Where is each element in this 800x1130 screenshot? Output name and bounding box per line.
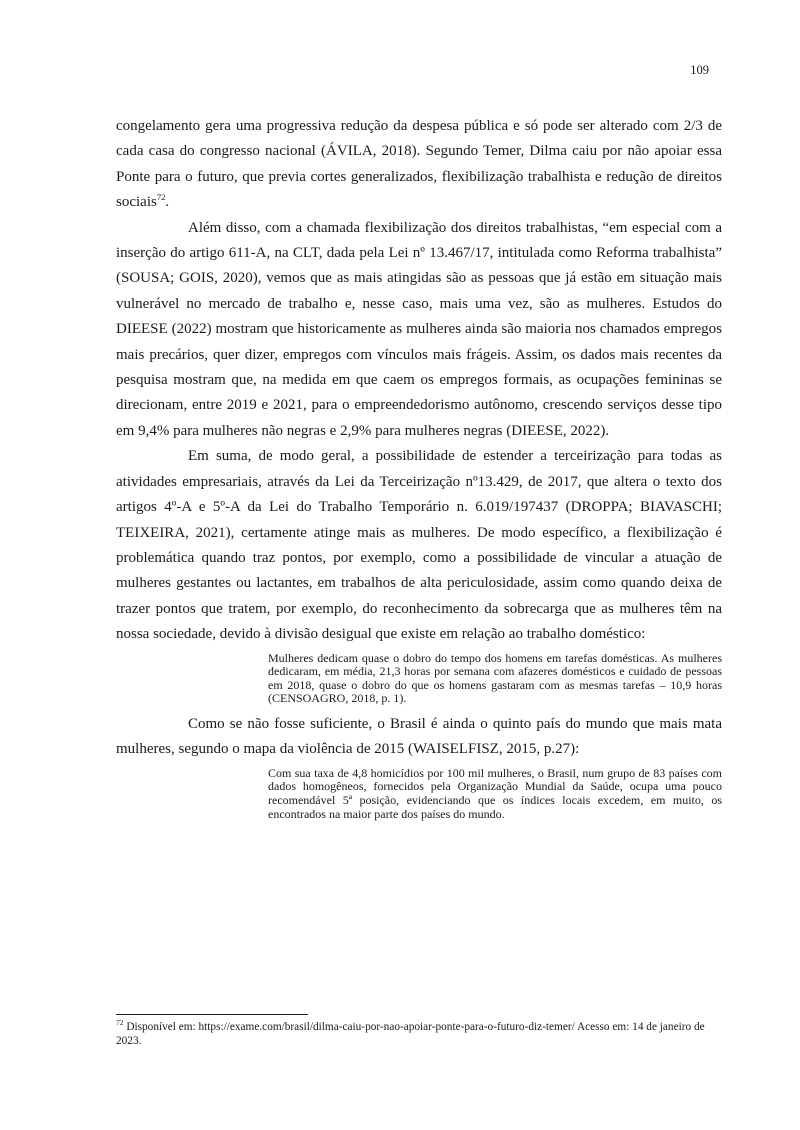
body-text	[116, 114, 722, 827]
footnote	[116, 1018, 722, 1048]
block-quote-1: Mulheres dedicam quase o dobro do tempo dos homens em tarefas domésticas. As mulheres dedicaram, em média, 21,3 horas por semana com afazeres domésticos e cuidado de pessoas em 2018, quase o dobro do que os homens gastaram com as mesmas tarefas – 10,9 horas (CENSOAGRO, 2018, p. 1).	[268, 650, 722, 706]
page-number: 109	[690, 63, 709, 77]
paragraph-2: Além disso, com a chamada flexibilização dos direitos trabalhistas, “em especial com a inserção do artigo 611-A, na CLT, dada pela Lei nº 13.467/17, intitulada como Reforma trabalhista” (SOUSA; GOIS, 2020), vemos que as mais atingidas são as pessoas que já estão em situação mais vulnerável no mercado de trabalho e, nesse caso, mais uma vez, são as mulheres. Estudos do DIEESE (2022) mostram que historicamente as mulheres ainda são maioria nos chamados empregos mais precários, quer dizer, empregos com vínculos mais frágeis. Assim, os dados mais recentes da pesquisa mostram que, na medida em que caem os empregos formais, as ocupações femininas se direcionam, entre 2019 e 2021, para o empreendedorismo autônomo, crescendo serviços desse tipo em 9,4% para mulheres não negras e 2,9% para mulheres negras (DIEESE, 2022).	[116, 219, 722, 439]
paragraph-4: Como se não fosse suficiente, o Brasil é ainda o quinto país do mundo que mais mata mulheres, segundo o mapa da violência de 2015 (WAISELFISZ, 2015, p.27):	[116, 715, 722, 758]
paragraph-1-end: .	[165, 194, 170, 211]
footnote-number: 72	[116, 1018, 124, 1028]
paragraph-1-text: congelamento gera uma progressiva redução da despesa pública e só pode ser alterado com 2/3 de cada casa do congresso nacional (ÁVILA, 2018). Segundo Temer, Dilma caiu por não apoiar essa Ponte para o futuro, que previa cortes generalizados, flexibilização trabalhista e redução de direitos sociais	[116, 118, 722, 211]
block-quote-2: Com sua taxa de 4,8 homicídios por 100 mil mulheres, o Brasil, num grupo de 83 países com dados homogêneos, fornecidos pela Organização Mundial da Saúde, ocupa uma pouco recomendável 5ª posição, evidenciando que os índices locais excedem, em muito, os encontrados na maior parte dos países do mundo.	[268, 765, 722, 821]
footnote-ref-72[interactable]: 72	[156, 192, 166, 203]
footnote-divider	[116, 1014, 308, 1015]
paragraph-3: Em suma, de modo geral, a possibilidade de estender a terceirização para todas as atividades empresariais, através da Lei da Terceirização nº13.429, de 2017, que altera o texto dos artigos 4º-A e 5º-A da Lei do Trabalho Temporário n. 6.019/197437 (DROPPA; BIAVASCHI; TEIXEIRA, 2021), certamente atinge mais as mulheres. De modo específico, a flexibilização é problemática quando traz pontos, por exemplo, como a possibilidade de vincular a atuação de mulheres gestantes ou lactantes, em trabalhos de alta periculosidade, assim como quando deixa de trazer pontos que tratem, por exemplo, do reconhecimento da sobrecarga que as mulheres têm na nossa sociedade, devido à divisão desigual que existe em relação ao trabalho doméstico:	[116, 448, 722, 643]
paragraph-1	[116, 114, 722, 216]
footnote-text: Disponível em: https://exame.com/brasil/dilma-caiu-por-nao-apoiar-ponte-para-o-futuro-diz-temer/ Acesso em: 14 de janeiro de 2023.	[116, 1021, 705, 1047]
